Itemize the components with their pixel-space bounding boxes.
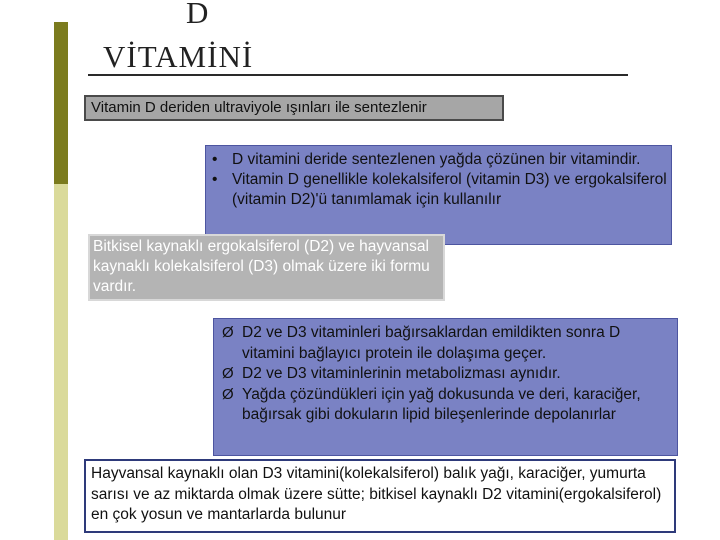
accent-bar-dark: [54, 22, 68, 184]
lower-info-box: [213, 318, 678, 456]
accent-bar-light: [54, 184, 68, 540]
list-item-text: Yağda çözündükleri için yağ dokusunda ve deri, karaciğer, bağırsak gibi dokuların lipid bileşenlerinde depolanırlar: [242, 385, 641, 423]
list-item: [220, 385, 677, 426]
upper-info-box: [205, 145, 672, 245]
list-item: [220, 364, 677, 385]
list-item: [212, 150, 671, 170]
arrow-bullet-icon: Ø: [222, 385, 234, 403]
bullet-icon: •: [212, 171, 218, 188]
list-item-text: D2 ve D3 vitaminleri bağırsaklardan emildikten sonra D vitamini bağlayıcı protein ile dolaşıma geçer.: [242, 324, 621, 362]
intro-box: Vitamin D deriden ultraviyole ışınları ile sentezlenir: [84, 95, 504, 121]
bottom-info-box: Hayvansal kaynaklı olan D3 vitamini(kolekalsiferol) balık yağı, karaciğer, yumurta sarısı ve az miktarda olmak üzere sütte; bitkisel kaynaklı D2 vitamini(ergokalsiferol) en çok yosun ve mantarlarda bulunur: [84, 459, 676, 533]
bullet-icon: •: [212, 151, 218, 168]
list-item-text: Vitamin D genellikle kolekalsiferol (vitamin D3) ve ergokalsiferol (vitamin D2)'ü tanımlamak için kullanılır: [232, 171, 667, 208]
list-item-text: D2 ve D3 vitaminlerinin metabolizması aynıdır.: [242, 365, 561, 382]
list-item: [212, 170, 671, 210]
arrow-bullet-icon: Ø: [222, 324, 234, 341]
overlay-box: Bitkisel kaynaklı ergokalsiferol (D2) ve hayvansal kaynaklı kolekalsiferol (D3) olmak üzere iki formu vardır.: [88, 234, 445, 301]
title-underline: [88, 74, 628, 76]
arrow-bullet-icon: Ø: [222, 365, 234, 382]
title-line-2: VİTAMİNİ: [103, 39, 254, 74]
list-item: [220, 323, 677, 364]
list-item-text: D vitamini deride sentezlenen yağda çözünen bir vitamindir.: [232, 151, 641, 168]
title-line-1: D: [186, 0, 209, 30]
